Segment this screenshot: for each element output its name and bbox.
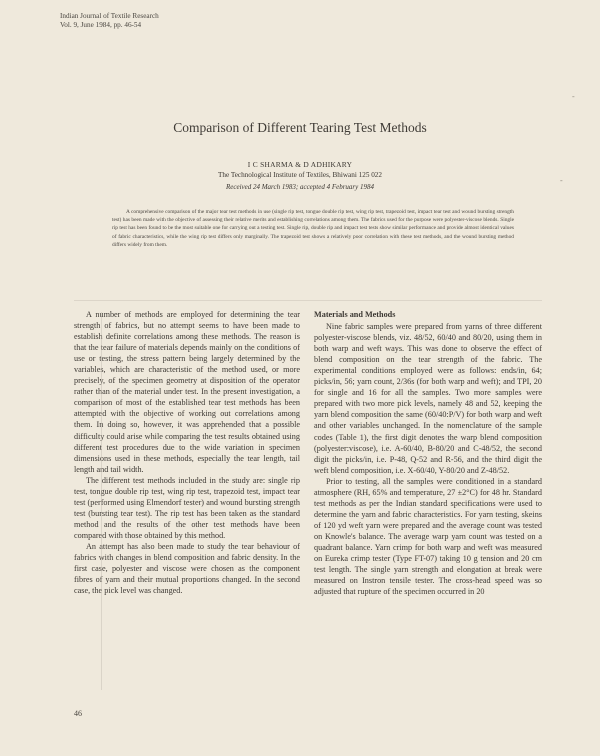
journal-name: Indian Journal of Textile Research xyxy=(60,12,159,20)
section-heading: Materials and Methods xyxy=(314,310,396,319)
paragraph: Nine fabric samples were prepared from yarns of three different polyester-viscose blends, viz. 48/52, 60/40 and 80/20, using them in both warp and weft ways. This was done to observe the effect of blend composition on the tear strength of the fabric. The experimental conditions employed were as follows: ends/in, 64; picks/in, 56; yarn count, 2/36s (for both warp and weft); and TPI, 20 for single and 16 for all the samples. Two more samples were prepared with two more pick levels, namely 48 and 52, keeping the yarn blend composition the same (60/40:P/V) for both warp and weft and other variables unchanged. In the nomenclature of the sample codes (Table 1), the first digit denotes the warp blend composition (polyester:viscose), i.e. A-60/40, B-80/20 and C-48/52, the second digit the picks/in, i.e. P-48, Q-52 and R-56, and the third digit the weft blend composition, i.e. X-60/40, Y-80/20 and Z-48/52. xyxy=(314,322,542,475)
paragraph: An attempt has also been made to study the tear behaviour of fabrics with changes in blend composition and fabric density. In the first case, polyester and viscose were chosen as the component fibres of yarn and their mutual proportions changed. In the second case, the pick level was changed. xyxy=(74,541,300,596)
paragraph: Prior to testing, all the samples were conditioned in a standard atmosphere (RH, 65% and temperature, 27 ±2°C) for 48 hr. Standard test methods as per the Indian standard specifications were used to determine the yarn and fabric characteristics. For yarn testing, skeins of 120 yd weft yarn were prepared and the average count was tested on Knowle's balance. The average warp yarn count was tested on a quadrant balance. Yarn crimp for both warp and weft was measured on Eureka crimp tester (Type FT-07) taking 10 g tension and 20 cm test length. The single yarn strength and elongation at break were measured on Instron tensile tester. The cross-head speed was so adjusted that rupture of the specimen occurred in 20 xyxy=(314,476,542,597)
article-title: Comparison of Different Tearing Test Methods xyxy=(173,120,427,135)
journal-volume: Vol. 9, June 1984, pp. 46-54 xyxy=(60,21,142,29)
page-number: 46 xyxy=(74,709,82,718)
margin-mark: - xyxy=(572,92,575,101)
margin-mark: - xyxy=(560,176,563,185)
right-column xyxy=(314,309,542,597)
paragraph: The different test methods included in the study are: single rip test, tongue double rip test, wing rip test, trapezoid test, impact tear test (performed using Elmendorf tester) and wound bursting strength test (bursting tear test). The rip test has been taken as the standard method and the results of the other test methods have been compared with those obtained by this method. xyxy=(74,475,300,540)
article-abstract: A comprehensive comparison of the major tear test methods in use (single rip test, tongue double rip test, wing rip test, trapezoid test, impact tear test and wound bursting strength test) has been made with the objective of assessing their relative merits and establishing correlations among them. The fabrics used for the purpose were polyester-viscose blends. Single rip test has been found to be the most suitable one for carrying out a testing test. Single rip, double rip and impact test tests show similar performance and provide almost identical values of fabric characteristics, while the wing rip test differs only marginally. The trapezoid test shows a relatively poor correlation with these test methods, and the wound bursting method differs widely from them. xyxy=(112,209,514,248)
article-received: Received 24 March 1983; accepted 4 February 1984 xyxy=(225,183,375,191)
article-authors: I C SHARMA & D ADHIKARY xyxy=(247,160,353,169)
journal-header xyxy=(60,12,159,30)
article-affiliation: The Technological Institute of Textiles, Bhiwani 125 022 xyxy=(217,171,382,179)
scan-margin-line xyxy=(101,312,102,690)
paragraph: A number of methods are employed for determining the tear strength of fabrics, but no attempt seems to have been made to establish definite correlations among these methods. The reason is that the tear failure of materials depends mainly on the conditions of use or testing, the stress pattern being largely determined by the variables, which are characteristic of the method used, or more precisely, of the specimen geometry at disposition of the operator rather than of the material under test. In the present investigation, a comparison of most of the established tear test methods has been attempted with the objective of working out correlations among them. In doing so, however, it was apprehended that a possible difficulty could arise while comparing the test results obtained using different test procedures due to the wide variation in specimen dimensions used in these methods, especially the tear length, tail length and tail width. xyxy=(74,310,300,474)
left-column xyxy=(74,309,300,596)
divider xyxy=(74,300,542,301)
